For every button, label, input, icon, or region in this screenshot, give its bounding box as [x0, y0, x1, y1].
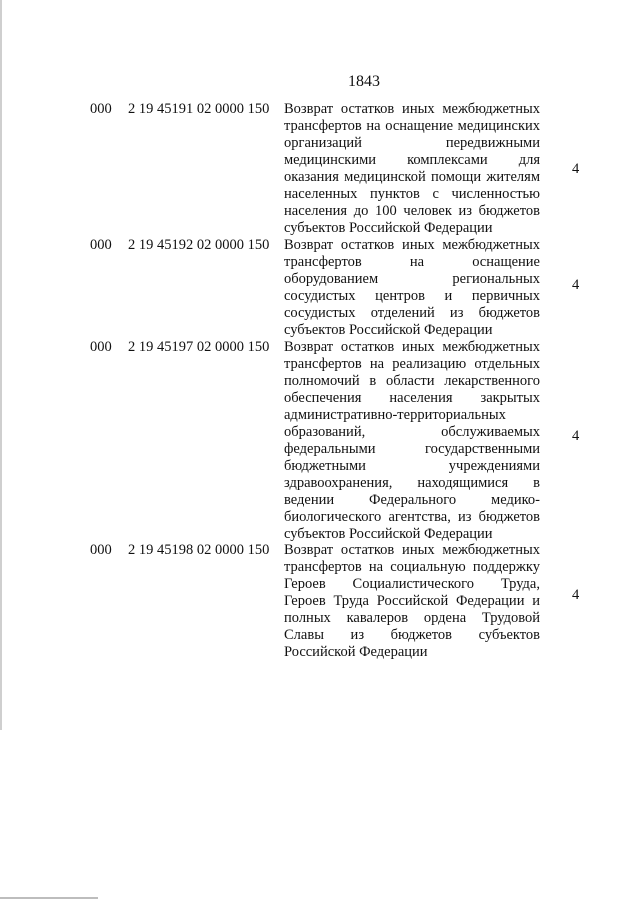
admin-code: 000 [90, 542, 112, 558]
income-description [284, 101, 540, 237]
admin-code: 000 [90, 101, 112, 117]
norm-value: 4 [572, 161, 580, 177]
description-line: субъектов Российской Федерации [284, 322, 493, 338]
norm-value: 4 [572, 277, 580, 293]
description-line: субъектов Российской Федерации [284, 526, 493, 542]
description-line: федеральными государственными [284, 441, 540, 457]
description-line: Возврат остатков иных межбюджетных [284, 339, 540, 355]
description-line: Героев Труда Российской Федерации и [284, 593, 540, 609]
description-line: обеспечения населения закрытых [284, 390, 540, 406]
description-line: биологического агентства, из бюджетов [284, 509, 540, 525]
description-line: сосудистых центров и первичных [284, 288, 540, 304]
description-line: бюджетными учреждениями [284, 458, 540, 474]
description-line: трансфертов на оснащение [284, 254, 540, 270]
description-line: Возврат остатков иных межбюджетных [284, 237, 540, 253]
description-line: Героев Социалистического Труда, [284, 576, 540, 592]
description-line: ведении Федерального медико- [284, 492, 540, 508]
income-description [284, 542, 540, 661]
description-line: трансфертов на реализацию отдельных [284, 356, 540, 372]
admin-code: 000 [90, 339, 112, 355]
description-line: населения до 100 человек из бюджетов [284, 203, 540, 219]
budget-classification-code: 2 19 45191 02 0000 150 [128, 101, 270, 117]
budget-classification-code: 2 19 45192 02 0000 150 [128, 237, 270, 253]
description-line: оборудованием региональных [284, 271, 540, 287]
description-line: полных кавалеров ордена Трудовой [284, 610, 540, 626]
description-line: образований, обслуживаемых [284, 424, 540, 440]
description-line: трансфертов на социальную поддержку [284, 559, 540, 575]
description-line: Возврат остатков иных межбюджетных [284, 101, 540, 117]
description-line: Российской Федерации [284, 644, 428, 660]
scan-left-edge [0, 0, 2, 730]
budget-classification-code: 2 19 45197 02 0000 150 [128, 339, 270, 355]
norm-value: 4 [572, 587, 580, 603]
income-description [284, 339, 540, 543]
description-line: здравоохранения, находящимися в [284, 475, 540, 491]
description-line: населенных пунктов с численностью [284, 186, 540, 202]
description-line: Славы из бюджетов субъектов [284, 627, 540, 643]
income-description [284, 237, 540, 339]
page-number: 1843 [348, 73, 380, 90]
description-line: оказания медицинской помощи жителям [284, 169, 540, 185]
description-line: полномочий в области лекарственного [284, 373, 540, 389]
admin-code: 000 [90, 237, 112, 253]
description-line: организаций передвижными [284, 135, 540, 151]
budget-classification-code: 2 19 45198 02 0000 150 [128, 542, 270, 558]
description-line: медицинскими комплексами для [284, 152, 540, 168]
description-line: субъектов Российской Федерации [284, 220, 493, 236]
description-line: сосудистых отделений из бюджетов [284, 305, 540, 321]
description-line: административно-территориальных [284, 407, 506, 423]
scan-bottom-rule [0, 897, 98, 899]
description-line: трансфертов на оснащение медицинских [284, 118, 540, 134]
norm-value: 4 [572, 428, 580, 444]
description-line: Возврат остатков иных межбюджетных [284, 542, 540, 558]
